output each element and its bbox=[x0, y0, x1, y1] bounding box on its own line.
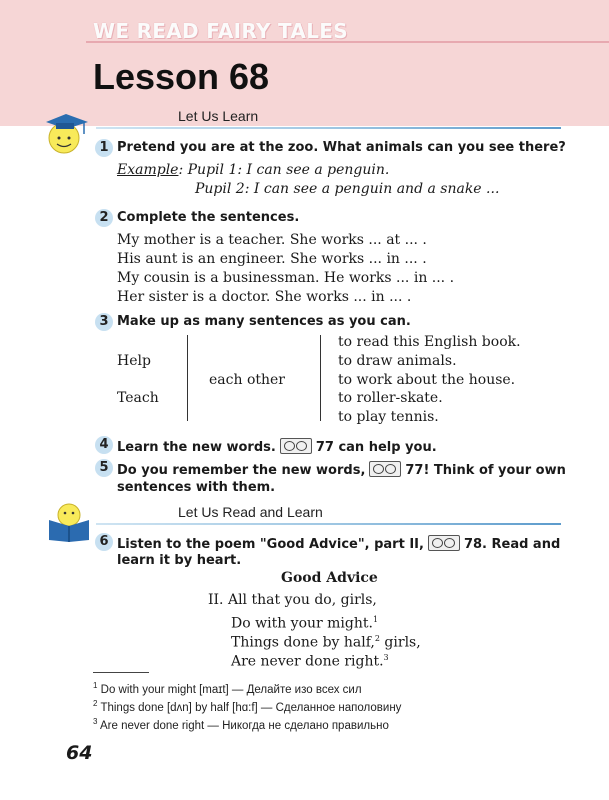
exercise-6-task-cont: learn it by heart. bbox=[117, 553, 242, 568]
subhead-rule bbox=[96, 127, 561, 129]
cassette-book-icon bbox=[428, 535, 460, 551]
footnote: $^2$ Things done [dʌn] by half [hɑ:f] — Сделанное наполовину bbox=[93, 699, 402, 714]
exercise-2-line: His aunt is an engineer. She works ... in ... . bbox=[117, 251, 427, 267]
smiley-reading-book-icon bbox=[46, 502, 92, 542]
footnote-divider bbox=[93, 672, 149, 673]
student-smiley-icon bbox=[42, 108, 92, 156]
subhead-rule bbox=[96, 523, 561, 525]
exercise-1-example-line1: Example: Pupil 1: I can see a penguin. bbox=[117, 162, 390, 178]
cassette-book-icon bbox=[280, 438, 312, 454]
table-col1-item: Teach bbox=[117, 390, 159, 406]
exercise-number: 2 bbox=[95, 209, 113, 227]
table-col3-item: to read this English book. bbox=[338, 334, 521, 350]
example-label: Example bbox=[117, 162, 179, 178]
exercise-number: 5 bbox=[95, 459, 113, 477]
table-col1-item: Help bbox=[117, 353, 151, 369]
exercise-5-task-cont: sentences with them. bbox=[117, 480, 276, 495]
poem-title: Good Advice bbox=[281, 570, 378, 586]
exercise-number: 3 bbox=[95, 313, 113, 331]
table-divider-left bbox=[187, 335, 188, 421]
exercise-number: 1 bbox=[95, 139, 113, 157]
exercise-2-line: My mother is a teacher. She works ... at ... . bbox=[117, 232, 427, 248]
footnote: $^1$ Do with your might [maɪt] — Делайте изо всех сил bbox=[93, 681, 362, 696]
exercise-1-example-line2: Pupil 2: I can see a penguin and a snake ... bbox=[195, 181, 500, 197]
poem-line: Things done by half,$^2$ girls, bbox=[231, 634, 421, 651]
exercise-1-task: Pretend you are at the zoo. What animals can you see there? bbox=[117, 140, 566, 155]
exercise-4-task: Learn the new words. 77 can help you. bbox=[117, 440, 437, 455]
exercise-2-task: Complete the sentences. bbox=[117, 210, 300, 225]
exercise-5-task: Do you remember the new words, 77! Think of your own bbox=[117, 463, 566, 478]
table-col2-item: each other bbox=[209, 372, 285, 388]
poem-line: Are never done right.$^3$ bbox=[231, 653, 389, 670]
exercise-3-task: Make up as many sentences as you can. bbox=[117, 314, 411, 329]
cassette-book-icon bbox=[369, 461, 401, 477]
exercise-number: 6 bbox=[95, 533, 113, 551]
table-divider-right bbox=[320, 335, 321, 421]
poem-line: II. All that you do, girls, bbox=[208, 592, 377, 608]
exercise-number: 4 bbox=[95, 436, 113, 454]
table-col3-item: to play tennis. bbox=[338, 409, 439, 425]
table-col3-item: to work about the house. bbox=[338, 372, 516, 388]
table-col3-item: to roller-skate. bbox=[338, 390, 443, 406]
subhead-let-us-learn: Let Us Learn bbox=[178, 108, 259, 124]
exercise-2-line: My cousin is a businessman. He works ... in ... . bbox=[117, 270, 455, 286]
table-col3-item: to draw animals. bbox=[338, 353, 457, 369]
lesson-title: Lesson 68 bbox=[93, 56, 270, 97]
subhead-let-us-read-and-learn: Let Us Read and Learn bbox=[178, 504, 323, 520]
section-header: WE READ FAIRY TALES bbox=[93, 19, 348, 43]
page-number: 64 bbox=[66, 742, 93, 764]
exercise-6-task: Listen to the poem "Good Advice", part II, 78. Read and bbox=[117, 537, 561, 552]
poem-line: Do with your might.$^1$ bbox=[231, 615, 379, 632]
footnote: $^3$ Are never done right — Никогда не сделано правильно bbox=[93, 717, 389, 732]
exercise-2-line: Her sister is a doctor. She works ... in ... . bbox=[117, 289, 412, 305]
